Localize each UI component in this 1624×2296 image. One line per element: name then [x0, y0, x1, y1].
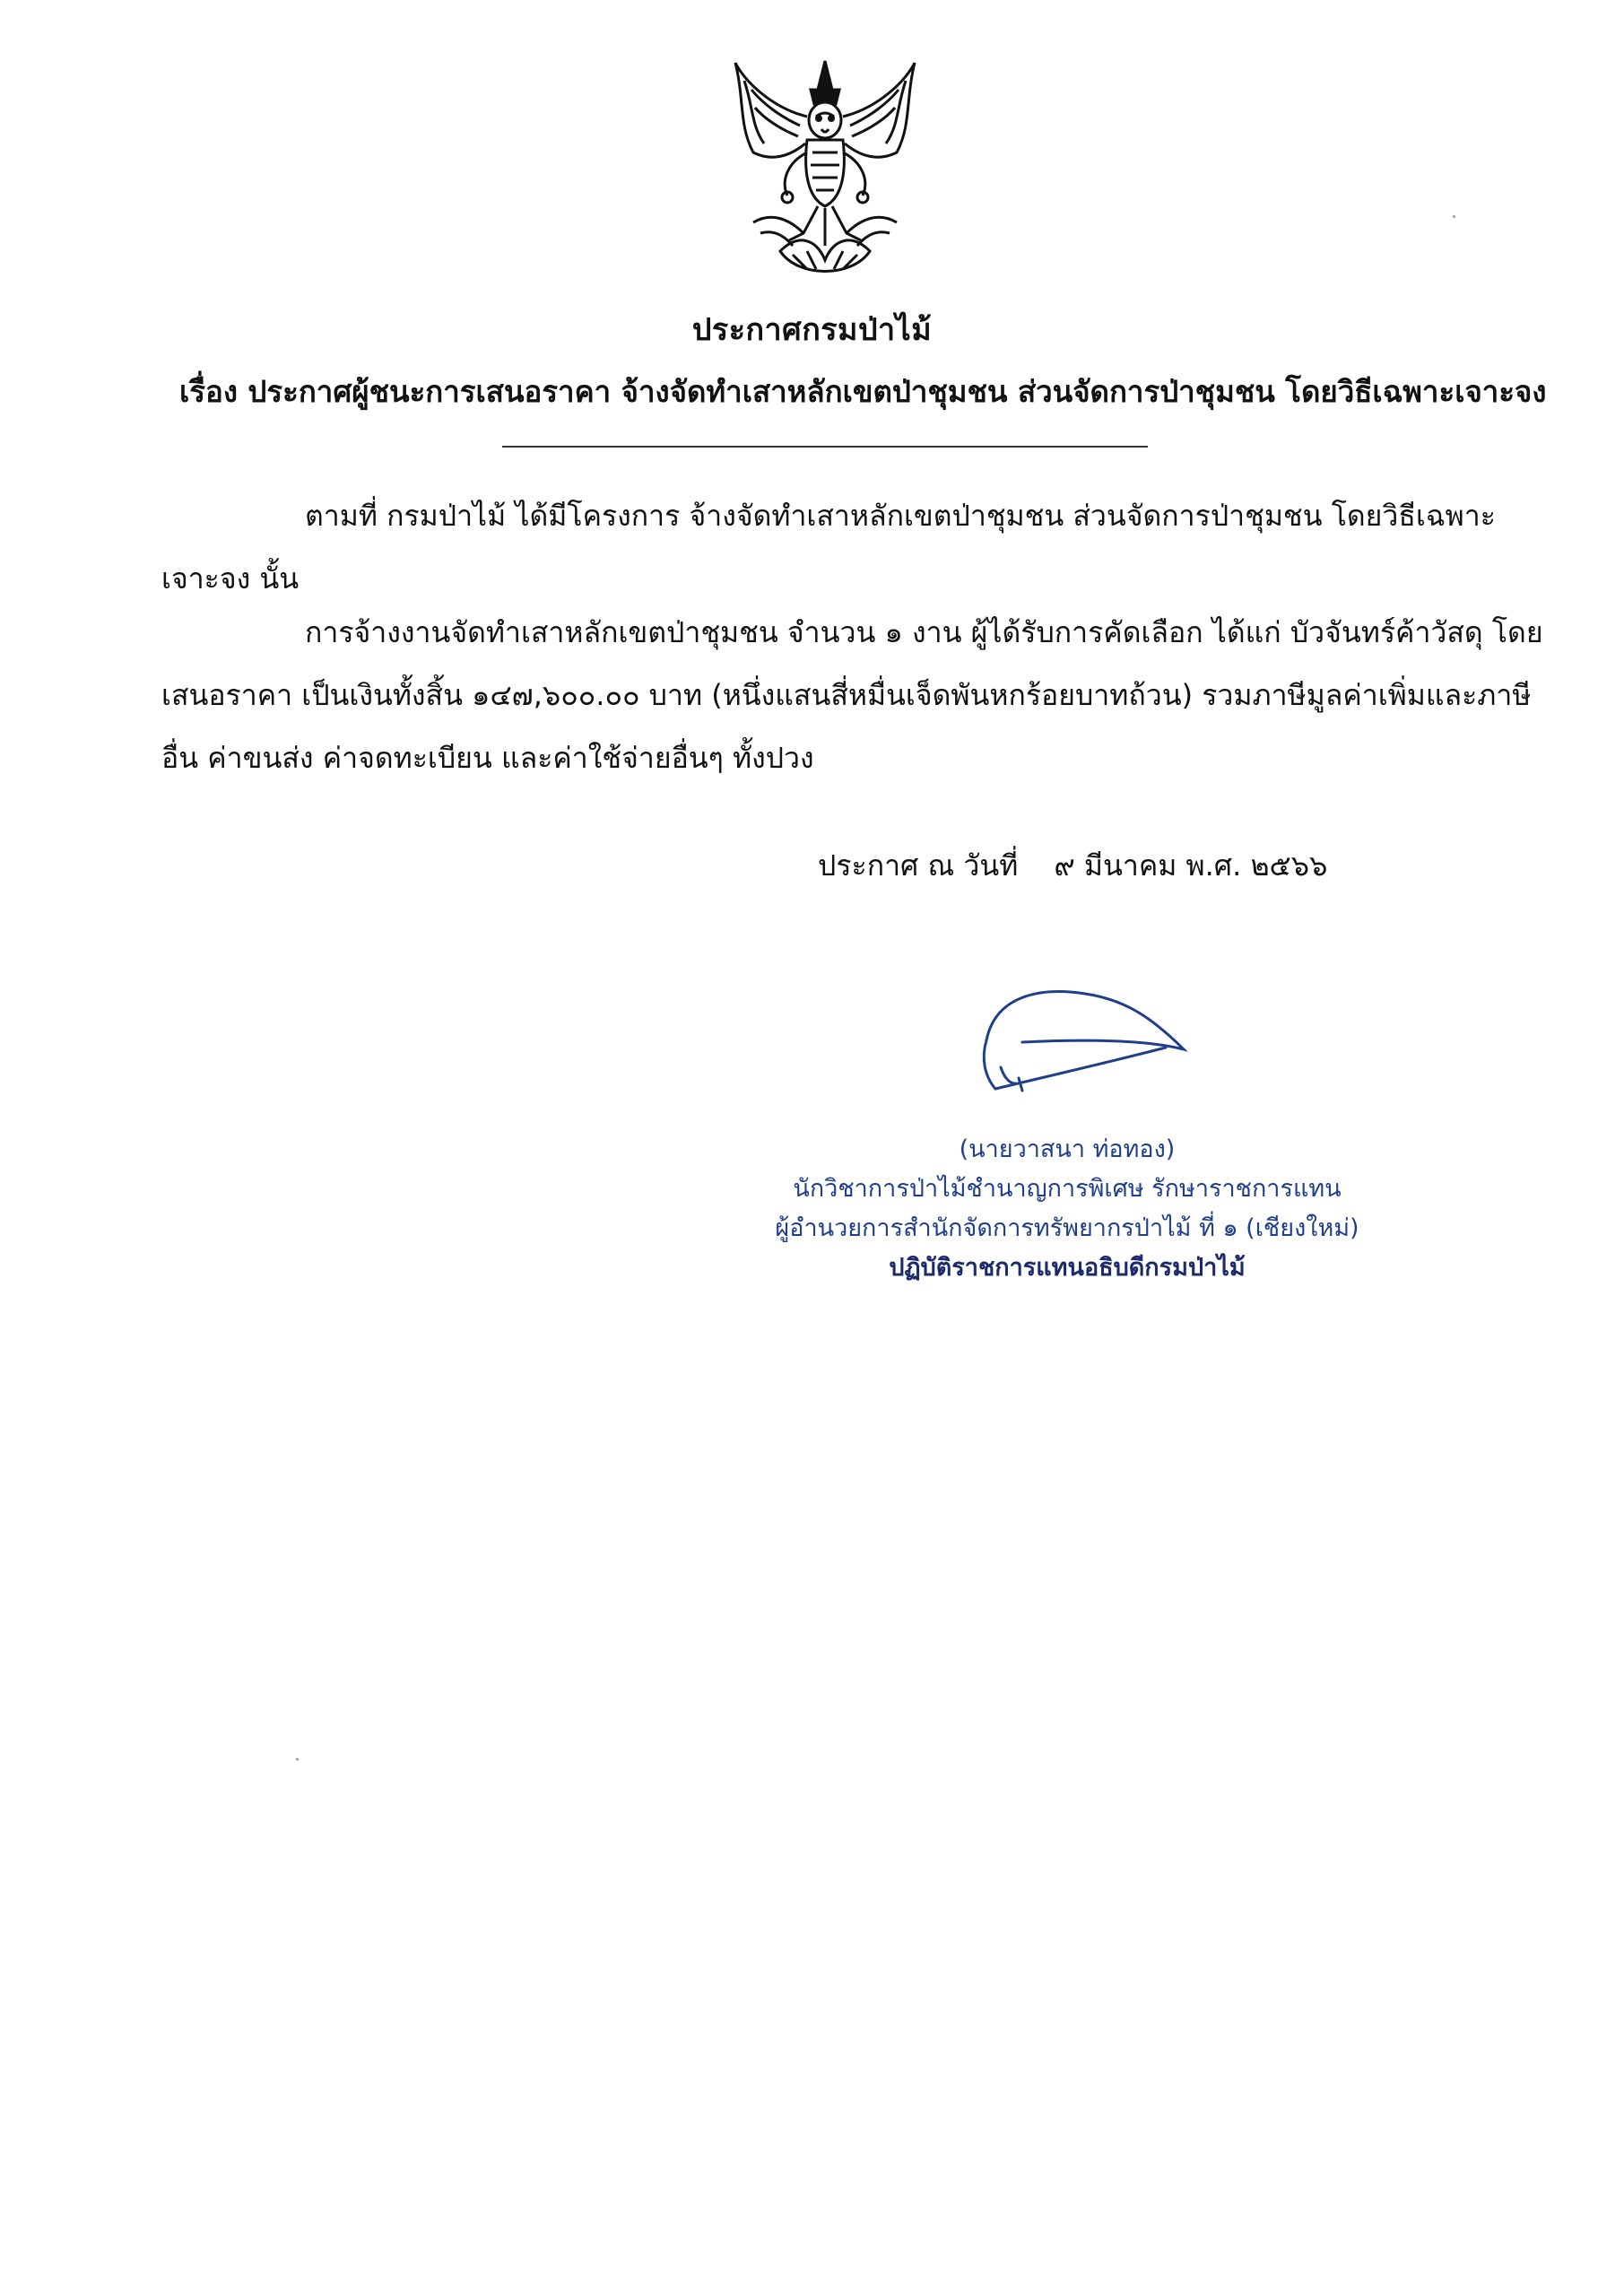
scan-speck	[296, 1758, 299, 1761]
subject-line: เรื่อง ประกาศผู้ชนะการเสนอราคา จ้างจัดทำเสาหลักเขตป่าชุมชน ส่วนจัดการป่าชุมชน โดยวิธีเฉพาะเจาะจง	[179, 374, 1547, 409]
signatory-position-1: นักวิชาการป่าไม้ชำนาญการพิเศษ รักษาราชการแทน	[793, 1175, 1342, 1203]
date-prefix: ประกาศ ณ วันที่	[818, 848, 1019, 883]
paragraph-2-line-2: เสนอราคา เป็นเงินทั้งสิ้น ๑๔๗,๖๐๐.๐๐ บาท (หนึ่งแสนสี่หมื่นเจ็ดพันหกร้อยบาทถ้วน) รวมภาษีมูลค่าเพิ่มและภาษี	[161, 678, 1532, 712]
scan-speck	[1453, 215, 1455, 218]
page-title: ประกาศกรมป่าไม้	[691, 312, 933, 348]
signatory-name: (นายวาสนา ท่อทอง)	[959, 1135, 1176, 1163]
paragraph-2	[161, 601, 1543, 789]
paragraph-1	[161, 484, 1496, 610]
signatory-block	[771, 1130, 1363, 1288]
paragraph-2-line-3: อื่น ค่าขนส่ง ค่าจดทะเบียน และค่าใช้จ่ายอื่นๆ ทั้งปวง	[161, 741, 814, 775]
signatory-position-2: ผู้อำนวยการสำนักจัดการทรัพยากรป่าไม้ ที่ ๑ (เชียงใหม่)	[775, 1214, 1359, 1242]
signatory-position-3: ปฏิบัติราชการแทนอธิบดีกรมป่าไม้	[889, 1254, 1246, 1282]
announcement-date	[818, 843, 1327, 889]
date-month-year: มีนาคม พ.ศ. ๒๕๖๖	[1083, 848, 1328, 883]
paragraph-2-line-1: การจ้างงานจัดทำเสาหลักเขตป่าชุมชน จำนวน ๑ งาน ผู้ได้รับการคัดเลือก ได้แก่ บัวจันทร์ค้าวัสดุ โดย	[305, 615, 1543, 649]
garuda-emblem-icon	[717, 54, 933, 287]
handwritten-signature	[968, 978, 1202, 1121]
date-day: ๙	[1054, 848, 1075, 883]
paragraph-1-line-2: เจาะจง นั้น	[161, 561, 300, 596]
separator-line	[502, 446, 1148, 448]
paragraph-1-line-1: ตามที่ กรมป่าไม้ ได้มีโครงการ จ้างจัดทำเสาหลักเขตป่าชุมชน ส่วนจัดการป่าชุมชน โดยวิธีเฉพาะ	[305, 499, 1496, 533]
